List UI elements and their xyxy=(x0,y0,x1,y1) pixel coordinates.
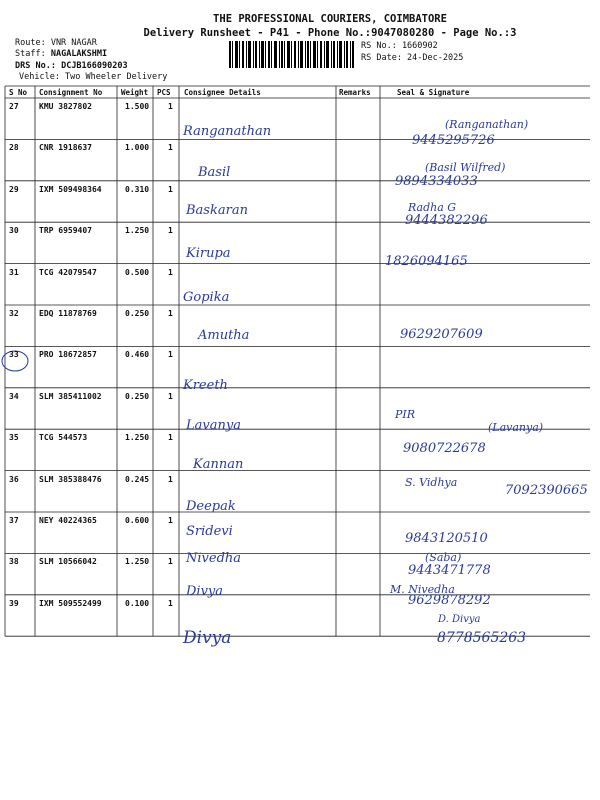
row-pcs: 1 xyxy=(168,598,173,608)
row-consignee-handwriting: Gopika xyxy=(183,289,230,305)
col-header-consignee: Consignee Details xyxy=(184,88,261,97)
row-consignee-handwriting: Ranganathan xyxy=(183,124,272,139)
row-weight: 1.250 xyxy=(125,433,150,443)
row-weight: 1.500 xyxy=(125,102,150,111)
row-weight: 0.100 xyxy=(125,598,150,608)
row-weight: 0.245 xyxy=(125,474,150,484)
row-consignment-no: IXM 509498364 xyxy=(39,184,102,194)
row-sno: 38 xyxy=(9,557,19,567)
row-pcs: 1 xyxy=(168,516,173,525)
row-pcs: 1 xyxy=(168,557,173,567)
row-pcs: 1 xyxy=(168,433,173,443)
row-consignee-handwriting: Amutha xyxy=(198,328,250,343)
row-consignment-no: SLM 385411002 xyxy=(39,391,102,401)
row-pcs: 1 xyxy=(168,143,173,153)
row-sno: 30 xyxy=(9,226,19,236)
company-title: THE PROFESSIONAL COURIERS, COIMBATORE xyxy=(213,13,447,25)
row-consignment-no: IXM 509552499 xyxy=(39,598,102,608)
row-signature-phone: 9894334033 xyxy=(395,174,478,190)
row-weight: 1.250 xyxy=(125,226,150,236)
row-weight: 1.250 xyxy=(125,557,150,567)
row-pcs: 1 xyxy=(168,350,173,360)
col-header-remarks: Remarks xyxy=(339,88,371,97)
row-consignment-no: SLM 385388476 xyxy=(39,474,102,484)
row-signature-phone: 9843120510 xyxy=(405,531,488,546)
row-signature-phone: 9629878292 xyxy=(408,592,491,608)
row-signature-name: M. Nivedha xyxy=(390,582,455,596)
vehicle: Vehicle: Two Wheeler Delivery xyxy=(19,72,168,82)
row-pcs: 1 xyxy=(168,267,173,277)
row-signature-phone: 9444382296 xyxy=(405,212,488,228)
row-pcs: 1 xyxy=(168,184,173,194)
row-consignee-handwriting: Basil xyxy=(198,165,231,181)
drs-label: DRS No.: xyxy=(15,61,56,71)
row-signature-phone: 1826094165 xyxy=(385,254,468,270)
row-consignment-no: TCG 42079547 xyxy=(39,267,97,277)
row-sno: 32 xyxy=(9,309,19,318)
row-signature-phone: 7092390665 xyxy=(505,482,588,498)
col-header-seal-signature: Seal & Signature xyxy=(397,88,470,97)
route: Route: VNR NAGAR xyxy=(15,38,97,48)
rs-date: RS Date: 24-Dec-2025 xyxy=(361,53,464,63)
row-consignee-handwriting: Baskaran xyxy=(186,202,248,218)
row-consignee-handwriting: Kannan xyxy=(193,457,244,473)
row-sno: 33 xyxy=(9,350,19,360)
staff-label: Staff: xyxy=(15,49,46,59)
row-weight: 0.250 xyxy=(125,391,150,401)
row-consignee-handwriting: Divya xyxy=(186,583,224,599)
row-pcs: 1 xyxy=(168,474,173,484)
row-sno: 27 xyxy=(9,102,19,111)
row-signature-name: (Basil Wilfred) xyxy=(425,161,506,175)
row-sno: 31 xyxy=(9,267,19,277)
row-weight: 0.500 xyxy=(125,267,150,277)
rs-number: RS No.: 1660902 xyxy=(361,41,438,51)
row-consignment-no: CNR 1918637 xyxy=(39,143,92,153)
extra-sig-name-handwriting: D. Divya xyxy=(438,614,481,625)
col-header-pcs: PCS xyxy=(157,88,171,97)
row-consignment-no: TCG 544573 xyxy=(39,433,88,443)
row-consignee-handwriting: Lavanya xyxy=(186,417,241,433)
row-consignment-no: SLM 10566042 xyxy=(39,557,97,567)
row-consignee-handwriting: Nivedha xyxy=(186,551,242,567)
row-pcs: 1 xyxy=(168,226,173,236)
row-signature-name: (Saba) xyxy=(425,551,462,565)
row-signature-name: S. Vidhya xyxy=(405,475,458,489)
row-signature-name: PIR xyxy=(395,407,416,421)
row-consignment-no: KMU 3827802 xyxy=(39,102,92,111)
row-pcs: 1 xyxy=(168,391,173,401)
col-header-sno: S No xyxy=(9,88,28,97)
staff-name: NAGALAKSHMI xyxy=(50,49,108,59)
row-sno: 28 xyxy=(9,143,19,153)
row-weight: 0.460 xyxy=(125,350,150,360)
row-consignee-handwriting: Kreeth xyxy=(183,378,228,394)
col-header-consignment: Consignment No xyxy=(39,88,103,97)
row-signature-name: (Lavanya) xyxy=(488,421,544,435)
runsheet-subtitle: Delivery Runsheet - P41 - Phone No.:9047080280 - Page No.:3 xyxy=(143,27,517,39)
row-sno: 36 xyxy=(9,474,19,484)
row-consignee-handwriting: Sridevi xyxy=(186,524,233,539)
row-consignee-handwriting: Kirupa xyxy=(186,246,231,262)
row-weight: 0.310 xyxy=(125,184,150,194)
row-pcs: 1 xyxy=(168,309,173,318)
drs-number: DCJB166090203 xyxy=(61,61,128,71)
row-weight: 0.600 xyxy=(125,516,150,525)
row-signature-name: (Ranganathan) xyxy=(445,118,529,131)
row-sno: 29 xyxy=(9,184,19,194)
row-signature-name: Radha G xyxy=(408,200,457,214)
row-signature-phone: 9445295726 xyxy=(412,133,495,148)
row-weight: 0.250 xyxy=(125,309,150,318)
row-consignment-no: NEY 40224365 xyxy=(39,516,97,525)
row-sno: 34 xyxy=(9,391,19,401)
row-consignment-no: PRO 18672857 xyxy=(39,350,97,360)
row-weight: 1.000 xyxy=(125,143,150,153)
row-consignee-handwriting: Deepak xyxy=(186,498,236,514)
extra-consignee-handwriting: Divya xyxy=(183,628,232,648)
extra-sig-phone-handwriting: 8778565263 xyxy=(437,630,527,646)
row-signature-phone: 9629207609 xyxy=(400,327,483,342)
row-sno: 37 xyxy=(9,516,19,525)
row-signature-phone: 9080722678 xyxy=(403,441,486,457)
row-signature-phone: 9443471778 xyxy=(408,563,491,579)
col-header-weight: Weight xyxy=(121,88,149,97)
row-consignment-no: EDQ 11878769 xyxy=(39,309,97,318)
row-pcs: 1 xyxy=(168,102,173,111)
row-sno: 35 xyxy=(9,433,19,443)
row-sno: 39 xyxy=(9,598,19,608)
row-consignment-no: TRP 6959407 xyxy=(39,226,92,236)
